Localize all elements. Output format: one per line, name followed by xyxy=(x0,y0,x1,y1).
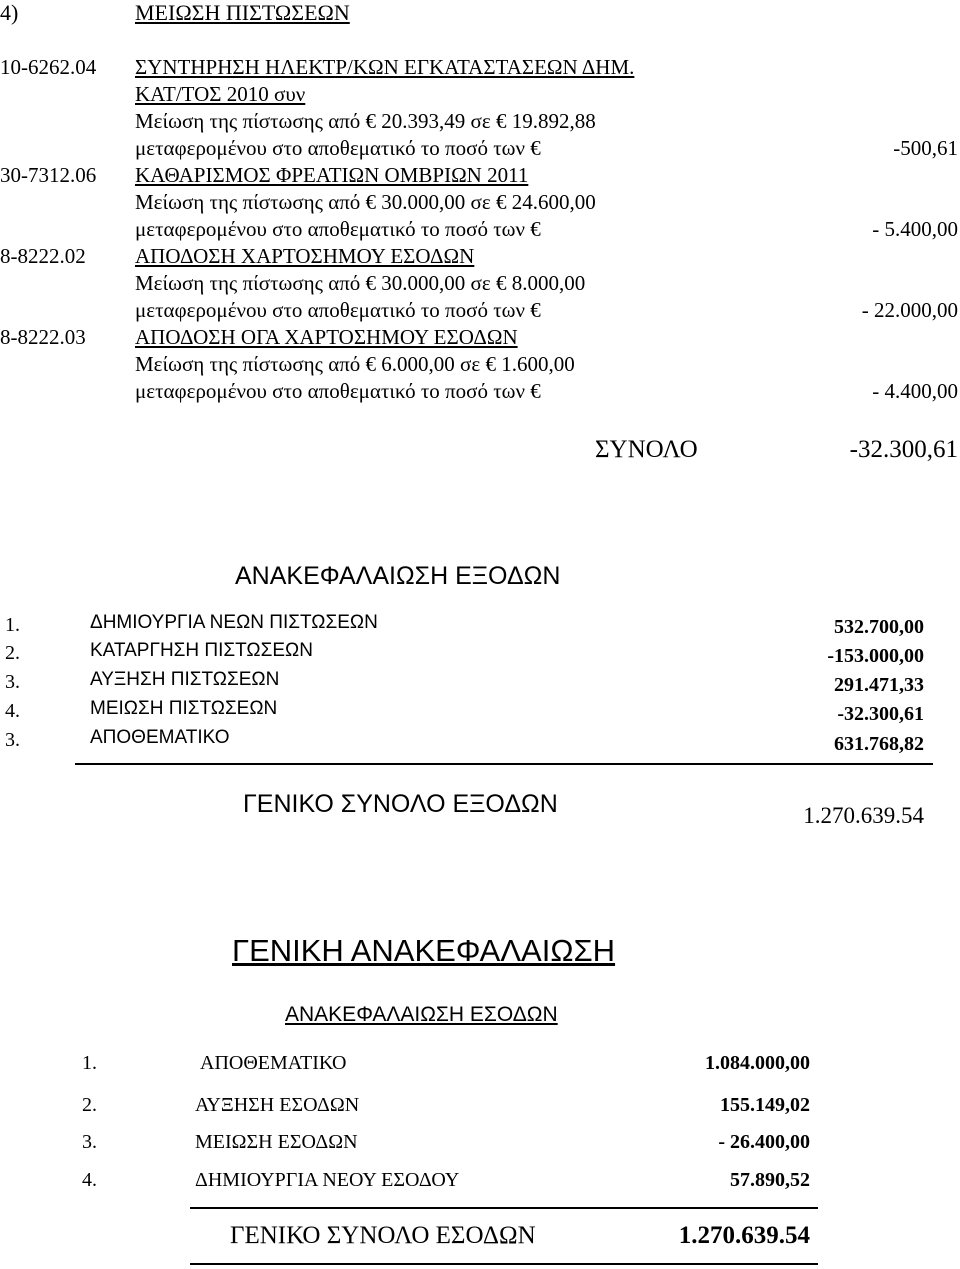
row-label: ΔΗΜΙΟΥΡΓΙΑ ΝΕΟΥ ΕΣΟΔΟΥ xyxy=(195,1169,460,1191)
transfer-line: μεταφερομένου στο αποθεματικό το ποσό των € xyxy=(135,217,541,241)
section-number: 4) xyxy=(0,0,19,25)
row-number: 1. xyxy=(5,614,20,636)
budget-code: 30-7312.06 xyxy=(0,163,97,187)
revenue-grand-total-value: 1.270.639.54 xyxy=(678,1222,810,1249)
row-label: ΜΕΙΩΣΗ ΠΙΣΤΩΣΕΩΝ xyxy=(90,698,278,719)
row-number: 3. xyxy=(82,1131,97,1153)
revenue-grand-total-label: ΓΕΝΙΚΟ ΣΥΝΟΛΟ ΕΣΟΔΩΝ xyxy=(230,1222,536,1249)
section-total-value: -32.300,61 xyxy=(849,436,958,463)
row-label: ΑΥΞΗΣΗ ΕΣΟΔΩΝ xyxy=(195,1094,360,1116)
reduction-line: Μείωση της πίστωσης από € 6.000,00 σε € 1.600,00 xyxy=(135,352,575,376)
budget-code: 8-8222.03 xyxy=(0,325,86,349)
row-number: 3. xyxy=(5,671,20,693)
reduction-line: Μείωση της πίστωσης από € 30.000,00 σε € 8.000,00 xyxy=(135,271,586,295)
row-value: 57.890,52 xyxy=(730,1169,810,1191)
reduction-line: Μείωση της πίστωσης από € 30.000,00 σε € 24.600,00 xyxy=(135,190,596,214)
section-total-label: ΣΥΝΟΛΟ xyxy=(595,436,698,463)
entry-title-cont: ΚΑΤ/ΤΟΣ 2010 συν xyxy=(135,82,306,106)
entry-title: ΑΠΟΔΟΣΗ ΧΑΡΤΟΣΗΜΟΥ ΕΣΟΔΩΝ xyxy=(135,244,475,268)
row-value: 532.700,00 xyxy=(834,616,924,638)
row-label: ΑΠΟΘΕΜΑΤΙΚΟ xyxy=(90,727,230,748)
row-number: 1. xyxy=(82,1052,97,1074)
entry-amount: - 4.400,00 xyxy=(872,379,958,403)
row-value: -32.300,61 xyxy=(837,703,924,725)
expenses-grand-total-label: ΓΕΝΙΚΟ ΣΥΝΟΛΟ ΕΞΟΔΩΝ xyxy=(243,790,558,818)
row-number: 4. xyxy=(5,700,20,722)
row-label: ΜΕΙΩΣΗ ΕΣΟΔΩΝ xyxy=(195,1131,358,1153)
entry-amount: -500,61 xyxy=(893,136,958,160)
row-value: 631.768,82 xyxy=(834,733,924,755)
row-label: ΚΑΤΑΡΓΗΣΗ ΠΙΣΤΩΣΕΩΝ xyxy=(90,640,313,661)
row-label: ΑΥΞΗΣΗ ΠΙΣΤΩΣΕΩΝ xyxy=(90,669,280,690)
revenue-summary-subtitle: ΑΝΑΚΕΦΑΛΑΙΩΣΗ ΕΣΟΔΩΝ xyxy=(285,1003,558,1026)
total-divider xyxy=(75,763,933,765)
row-number: 3. xyxy=(5,729,20,751)
total-divider-bottom xyxy=(190,1263,818,1265)
row-label: ΔΗΜΙΟΥΡΓΙΑ ΝΕΩΝ ΠΙΣΤΩΣΕΩΝ xyxy=(90,612,378,633)
row-value: - 26.400,00 xyxy=(718,1131,810,1153)
expenses-summary-title: ΑΝΑΚΕΦΑΛΑΙΩΣΗ ΕΞΟΔΩΝ xyxy=(235,562,561,590)
total-divider-top xyxy=(190,1207,818,1209)
general-summary-title: ΓΕΝΙΚΗ ΑΝΑΚΕΦΑΛΑΙΩΣΗ xyxy=(232,933,616,968)
budget-code: 8-8222.02 xyxy=(0,244,86,268)
budget-code: 10-6262.04 xyxy=(0,55,97,79)
transfer-line: μεταφερομένου στο αποθεματικό το ποσό των € xyxy=(135,298,541,322)
transfer-line: μεταφερομένου στο αποθεματικό το ποσό των € xyxy=(135,379,541,403)
row-value: 291.471,33 xyxy=(834,674,924,696)
entry-amount: - 22.000,00 xyxy=(861,298,958,322)
entry-title: ΚΑΘΑΡΙΣΜΟΣ ΦΡΕΑΤΙΩΝ ΟΜΒΡΙΩΝ 2011 xyxy=(135,163,529,187)
entry-title: ΑΠΟΔΟΣΗ ΟΓΑ ΧΑΡΤΟΣΗΜΟΥ ΕΣΟΔΩΝ xyxy=(135,325,518,349)
entry-title: ΣΥΝΤΗΡΗΣΗ ΗΛΕΚΤΡ/ΚΩΝ ΕΓΚΑΤΑΣΤΑΣΕΩΝ ΔΗΜ. xyxy=(135,55,635,79)
section-heading: ΜΕΙΩΣΗ ΠΙΣΤΩΣΕΩΝ xyxy=(135,0,350,25)
row-label: ΑΠΟΘΕΜΑΤΙΚΟ xyxy=(200,1052,347,1074)
row-number: 2. xyxy=(82,1094,97,1116)
transfer-line: μεταφερομένου στο αποθεματικό το ποσό των € xyxy=(135,136,541,160)
row-number: 4. xyxy=(82,1169,97,1191)
reduction-line: Μείωση της πίστωσης από € 20.393,49 σε € 19.892,88 xyxy=(135,109,596,133)
row-value: -153.000,00 xyxy=(827,645,924,667)
row-value: 155.149,02 xyxy=(720,1094,810,1116)
row-value: 1.084.000,00 xyxy=(705,1052,810,1074)
expenses-grand-total-value: 1.270.639.54 xyxy=(803,803,924,828)
entry-amount: - 5.400,00 xyxy=(872,217,958,241)
row-number: 2. xyxy=(5,642,20,664)
